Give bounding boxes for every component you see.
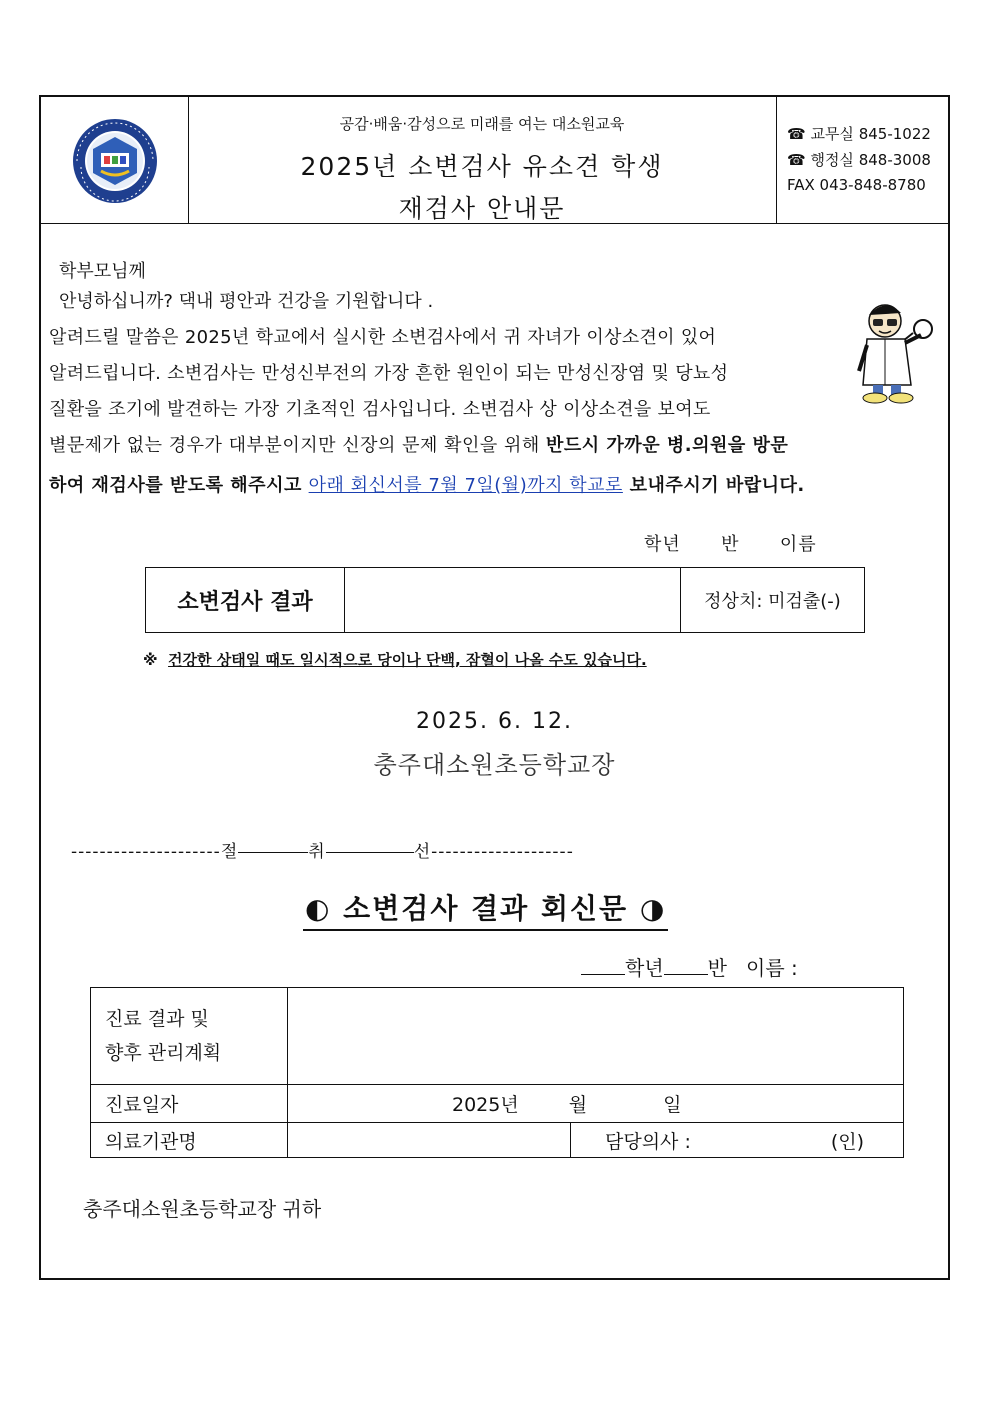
contact-admin-office: ☎ 행정실 848-3008	[787, 151, 931, 169]
result-value	[345, 568, 681, 633]
principal-signature: 충주대소원초등학교장	[373, 751, 616, 779]
letter-line-6-deadline: 아래 회신서를 7월 7일(월)까지 학교로	[308, 475, 623, 496]
reply-class-label: 반	[707, 956, 727, 980]
reply-class-blank[interactable]	[664, 960, 708, 975]
contact-cell	[776, 97, 949, 223]
letter-line-6	[49, 471, 805, 497]
header	[41, 97, 948, 224]
title-line-1: 2025년 소변검사 유소견 학생	[300, 152, 664, 181]
treatment-field[interactable]	[288, 988, 904, 1085]
date-month: 월	[568, 1094, 588, 1116]
note-mark: ※	[143, 651, 158, 669]
date-year: 2025년	[452, 1094, 519, 1116]
doctor-field[interactable]	[571, 1123, 904, 1158]
reply-title: ◐ 소변검사 결과 회신문 ◑	[303, 887, 668, 931]
reply-grade-label: 학년	[625, 956, 664, 980]
name-label: 이름	[779, 534, 817, 555]
reply-name-label: 이름 :	[746, 956, 798, 980]
result-table	[145, 567, 865, 633]
contact-teachers-office: ☎ 교무실 845-1022	[787, 125, 931, 143]
note-text: 건강한 상태일 때도 일시적으로 당이나 단백, 잠혈이 나올 수도 있습니다.	[168, 651, 647, 669]
cut-line	[71, 837, 574, 862]
date-day: 일	[663, 1094, 682, 1116]
contact-fax: FAX 043-848-8780	[787, 176, 926, 194]
letter-line-6-end: 보내주시기 바랍니다.	[622, 475, 805, 496]
cut-char-2: 취	[308, 842, 326, 862]
doctor-label: 담당의사 :	[605, 1130, 691, 1153]
cut-dashes-right: --------------------	[431, 842, 574, 862]
letter-line-5	[49, 431, 788, 457]
student-info	[644, 530, 817, 556]
title-line-2: 재검사 안내문	[398, 194, 566, 223]
letter-line-3: 알려드립니다. 소변검사는 만성신부전의 가장 흔한 원인이 되는 만성신장염 및 당뇨성	[49, 363, 729, 384]
treatment-label-1: 진료 결과 및	[105, 1008, 209, 1030]
recipient: 충주대소원초등학교장 귀하	[83, 1197, 322, 1221]
letter-line-2: 알려드릴 말씀은 2025년 학교에서 실시한 소변검사에서 귀 자녀가 이상소견이 있어	[49, 327, 717, 348]
letter-line-1: 안녕하십니까? 댁내 평안과 건강을 기원합니다 .	[59, 291, 434, 312]
class-label: 반	[721, 534, 740, 555]
motto: 공감·배움·감성으로 미래를 여는 대소원교육	[339, 115, 625, 133]
doctor-illustration	[851, 299, 943, 405]
logo-cell	[41, 97, 189, 223]
school-logo	[71, 117, 159, 205]
hospital-field[interactable]	[288, 1123, 571, 1158]
cut-dashes-left: ---------------------	[71, 842, 221, 862]
reply-table	[90, 987, 904, 1158]
letter-line-4: 질환을 조기에 발견하는 가장 기초적인 검사입니다. 소변검사 상 이상소견을 보여도	[49, 399, 711, 420]
letter-line-6-text: 하여 재검사를 받도록 해주시고	[49, 475, 309, 496]
reply-grade-blank[interactable]	[581, 960, 625, 975]
hospital-label: 의료기관명	[91, 1123, 288, 1158]
cut-char-1: 절	[220, 842, 239, 862]
title-cell	[189, 97, 775, 223]
letter-line-5-text: 별문제가 없는 경우가 대부분이지만 신장의 문제 확인을 위해	[49, 435, 546, 456]
cut-char-3: 선	[413, 842, 432, 862]
note	[143, 649, 647, 670]
issue-date: 2025. 6. 12.	[416, 709, 573, 734]
normal-value: 정상치: 미검출(-)	[681, 568, 865, 633]
notice-frame	[39, 95, 950, 1280]
date-field[interactable]	[288, 1085, 904, 1123]
reply-student-info	[581, 952, 798, 981]
date-label: 진료일자	[91, 1085, 288, 1123]
letter-line-5-emphasis: 반드시 가까운 병.의원을 방문	[545, 435, 789, 456]
greeting: 학부모님께	[59, 261, 146, 282]
treatment-label-2: 향후 관리계획	[105, 1042, 222, 1064]
seal-label: (인)	[830, 1130, 865, 1153]
result-label: 소변검사 결과	[146, 568, 345, 633]
grade-label: 학년	[644, 534, 681, 555]
treatment-label	[91, 988, 288, 1085]
